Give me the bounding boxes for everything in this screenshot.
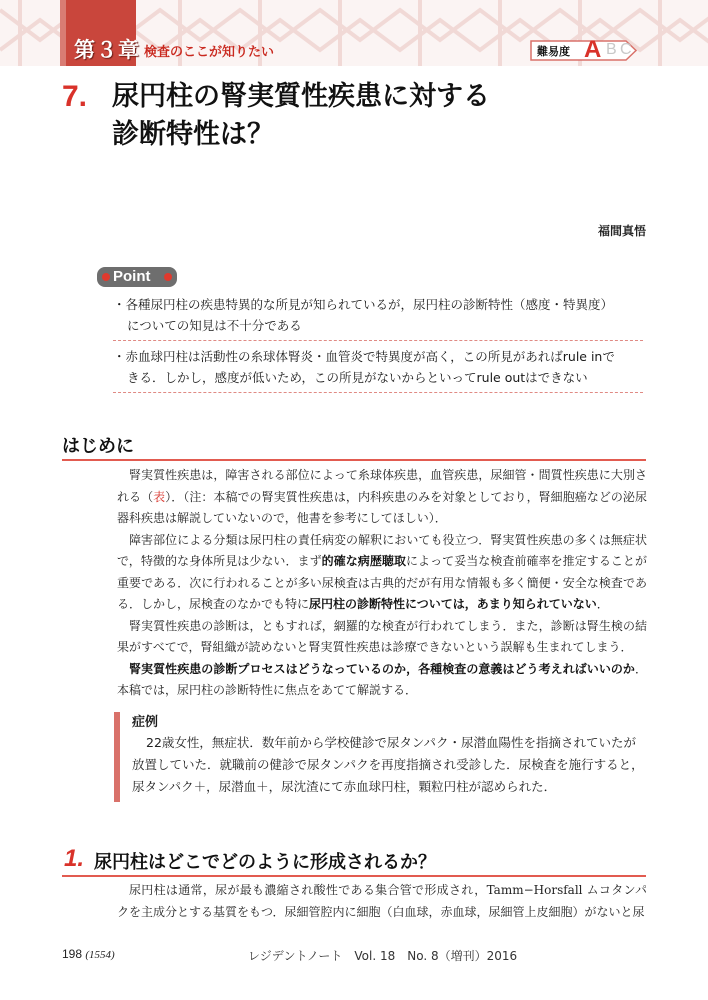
page-number-value: 198 [62, 947, 83, 961]
point-item-line: ・赤血球円柱は活動性の糸球体腎炎・血管炎で特異度が高く，この所見があればrule inで [113, 349, 615, 364]
intro-paragraph-4 [117, 659, 647, 702]
intro-paragraph-1 [117, 465, 647, 530]
page-number [62, 947, 115, 961]
emphasis-text: 尿円柱の診断特性については，あまり知られていない [309, 597, 597, 611]
case-box [114, 712, 654, 802]
title-line-1: 尿円柱の腎実質性疾患に対する [112, 81, 490, 112]
point-item [113, 346, 643, 393]
section-1-rule [62, 875, 646, 877]
text-run: ）．（注：本稿での腎実質性疾患は，内科疾患のみを対象としており，腎細胞癌などの泌尿器科疾患は解説していないので，他書を参考にしてほしい）． [117, 489, 647, 525]
case-body [132, 732, 654, 798]
chapter-label: 第３章 [74, 38, 140, 62]
section-1-paragraph: 尿円柱は通常，尿が最も濃縮され酸性である集合管で形成され，Tamm−Horsfall ムコタンパクを主成分とする基質をもつ．尿細管腔内に細胞（白血球，赤血球，尿細管上皮細胞）がないと尿 [117, 883, 647, 919]
point-badge [97, 267, 177, 287]
text-run: 腎実質性疾患は，障害される部位によって糸球体疾患，血管疾患，尿細管・間質性疾患に大別される（ [117, 468, 647, 504]
difficulty-level-a: A [584, 36, 602, 63]
emphasis-text: 腎実質性疾患の診断プロセスはどうなっているのか，各種検査の意義はどう考えればいいのか [129, 661, 635, 676]
section-1-heading: 尿円柱はどこでどのように形成されるか？ [94, 852, 436, 873]
section-1-body [117, 880, 647, 923]
difficulty-level-b: B [606, 41, 617, 58]
section-1-number: 1. [64, 845, 85, 872]
difficulty-label: 難易度 [537, 45, 570, 58]
journal-info: レジデントノート Vol. 18 No. 8（増刊）2016 [248, 949, 518, 963]
point-item-line: きる．しかし，感度が低いため，この所見がないからといってrule outはできない [127, 370, 588, 385]
emphasis-text: 的確な病歴聴取 [321, 554, 406, 568]
point-item-line: ・各種尿円柱の疾患特異的な所見が知られているが，尿円柱の診断特性（感度・特異度） [113, 297, 614, 312]
article-title [112, 78, 632, 154]
point-dot-left [102, 273, 110, 281]
case-title: 症例 [132, 715, 159, 730]
difficulty-indicator [530, 36, 638, 63]
case-line: 22歳女性，無症状．数年前から学校健診で尿タンパク・尿潜血陽性を指摘されていたが [146, 735, 637, 750]
point-dot-right [164, 273, 172, 281]
chapter-subtitle: 検査のここが知りたい [144, 45, 275, 60]
text-run: ．本稿では，尿円柱の診断特性に焦点をあてて解説する． [117, 661, 647, 697]
point-item-line: についての知見は不十分である [127, 318, 302, 333]
page-number-total: (1554) [85, 949, 115, 961]
text-run: ． [596, 597, 609, 611]
intro-heading: はじめに [62, 436, 134, 457]
intro-paragraph-2 [117, 530, 647, 616]
point-item [113, 294, 643, 341]
point-list [113, 294, 643, 398]
author: 福間真悟 [597, 224, 646, 238]
text-run: によって妥当な検査前確率を推定することが重要である．次に行われることが多い尿検査は古典的だが有用な情報も多く簡便・安全な検査である．しかし，尿検査のなかでも特に [117, 554, 647, 611]
intro-body [117, 465, 647, 702]
point-label: Point [113, 268, 151, 285]
case-line: 尿タンパク＋，尿潜血＋，尿沈渣にて赤血球円柱，顆粒円柱が認められた． [132, 779, 557, 794]
difficulty-level-c: C [620, 41, 632, 58]
table-reference-link[interactable]: 表 [153, 489, 166, 504]
intro-paragraph-3: 腎実質性疾患の診断は，ともすれば，網羅的な検査が行われてしまう．また，診断は腎生検の結果がすべてで，腎組織が読めないと腎実質性疾患は診療できないという誤解も生まれてしまう． [117, 618, 647, 654]
text-run: 障害部位による分類は尿円柱の責任病変の解釈においても役立つ．腎実質性疾患の多くは無症状で，特徴的な身体所見は少ない．まず [117, 532, 647, 568]
intro-heading-rule [62, 459, 646, 461]
article-number: 7. [62, 80, 88, 113]
title-line-2: 診断特性は？ [112, 119, 274, 150]
case-line: 放置していた．就職前の健診で尿タンパクを再度指摘され受診した．尿検査を施行すると， [132, 757, 644, 772]
chapter-box [60, 0, 140, 66]
